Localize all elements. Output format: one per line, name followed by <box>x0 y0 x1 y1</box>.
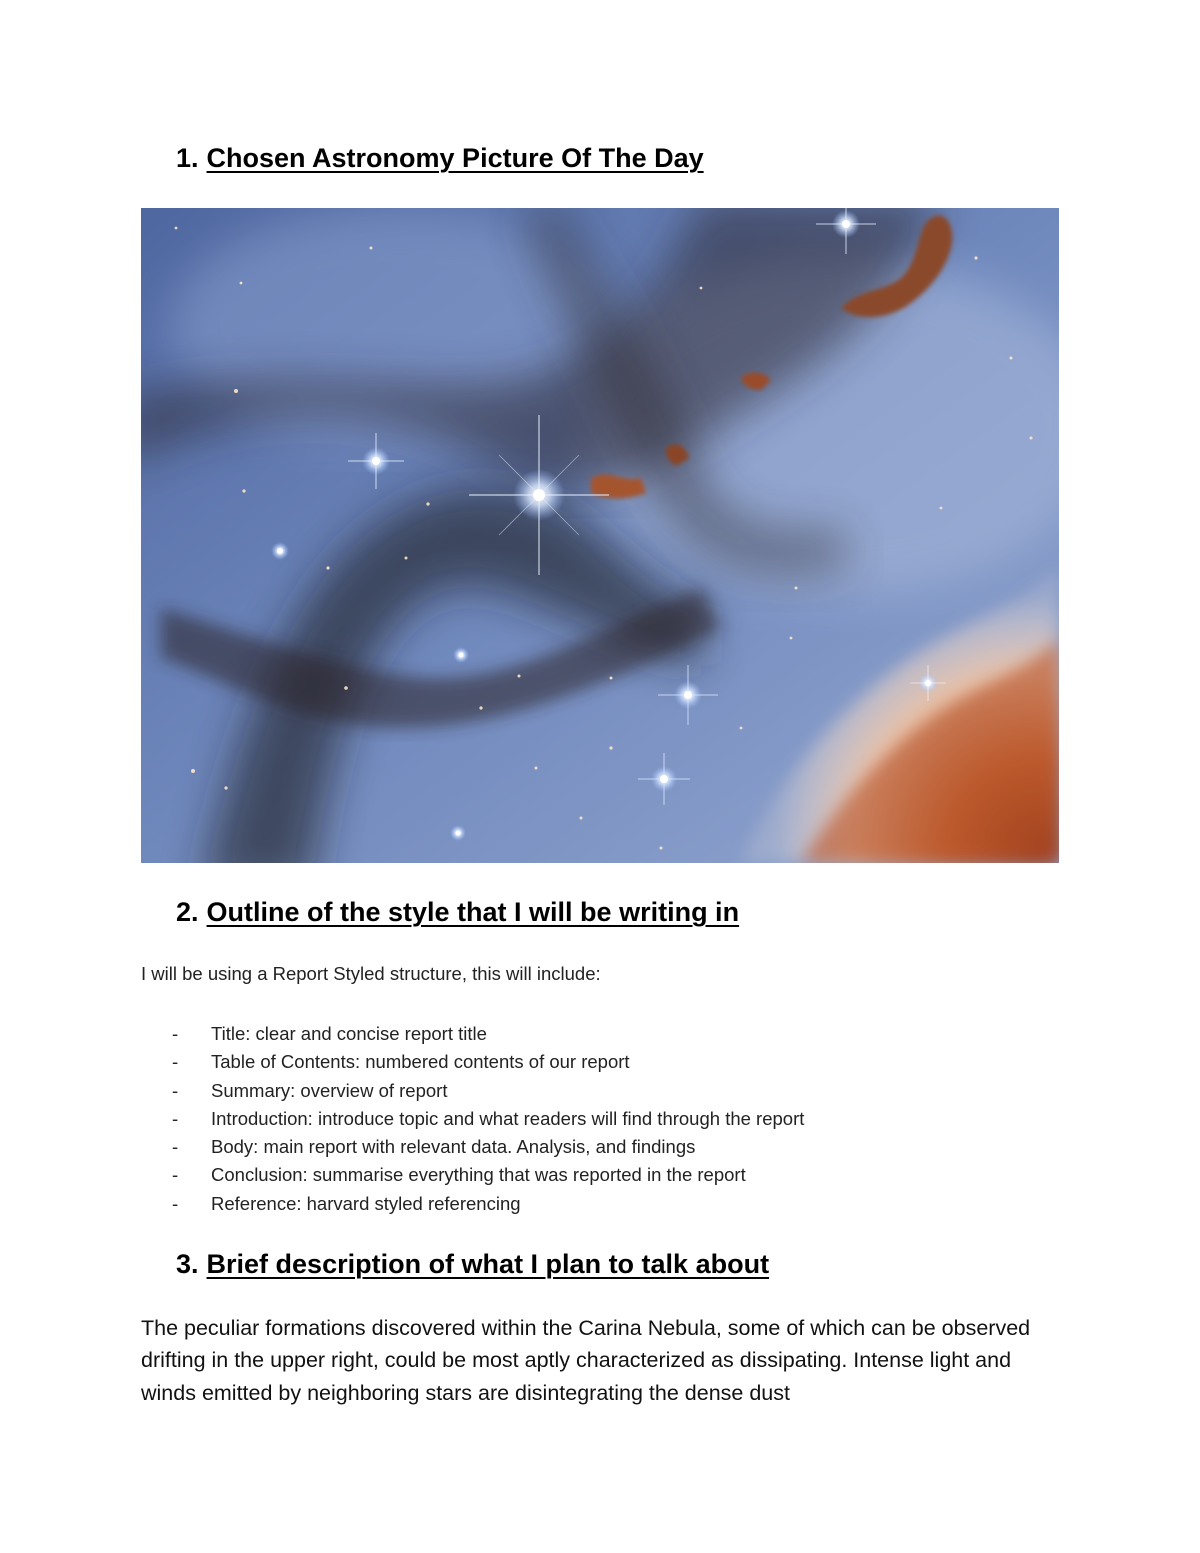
bullet-dash: - <box>172 1136 179 1158</box>
outline-list <box>172 1020 804 1218</box>
list-item-text: Body: main report with relevant data. Analysis, and findings <box>211 1136 696 1158</box>
list-item-text: Summary: overview of report <box>211 1079 448 1101</box>
section-number: 2. <box>176 897 199 927</box>
section-title: Outline of the style that I will be writing in <box>206 897 740 927</box>
section-3-heading <box>176 1249 769 1280</box>
list-item <box>172 1133 804 1161</box>
bullet-dash: - <box>172 1164 179 1186</box>
list-item-text: Conclusion: summarise everything that was reported in the report <box>211 1164 746 1186</box>
list-item-text: Table of Contents: numbered contents of our report <box>211 1051 630 1073</box>
list-item-text: Title: clear and concise report title <box>211 1023 487 1044</box>
section-number: 3. <box>176 1249 199 1279</box>
description-paragraph: The peculiar formations discovered within the Carina Nebula, some of which can be observed drifting in the upper right, could be most aptly characterized as dissipating. Intense light and winds emitted by neighboring stars are disintegrating the dense dust <box>141 1316 1031 1405</box>
outline-intro: I will be using a Report Styled structure, this will include: <box>141 963 601 984</box>
section-1-heading <box>176 143 704 174</box>
list-item <box>172 1077 804 1105</box>
nebula-illustration <box>141 208 1059 863</box>
bullet-dash: - <box>172 1192 179 1214</box>
section-2-heading <box>176 897 739 928</box>
bullet-dash: - <box>172 1051 179 1073</box>
section-number: 1. <box>176 143 199 173</box>
section-title: Chosen Astronomy Picture Of The Day <box>206 143 704 173</box>
list-item <box>172 1190 804 1218</box>
list-item-text: Introduction: introduce topic and what readers will find through the report <box>211 1107 805 1129</box>
section-title: Brief description of what I plan to talk about <box>206 1249 770 1279</box>
list-item-text: Reference: harvard styled referencing <box>211 1192 521 1214</box>
list-item <box>172 1161 804 1189</box>
list-item <box>172 1048 804 1076</box>
nebula-photo <box>141 208 1059 863</box>
bullet-dash: - <box>172 1079 179 1101</box>
list-item <box>172 1020 804 1048</box>
bullet-dash: - <box>172 1107 179 1129</box>
list-item <box>172 1105 804 1133</box>
bullet-dash: - <box>172 1023 179 1044</box>
